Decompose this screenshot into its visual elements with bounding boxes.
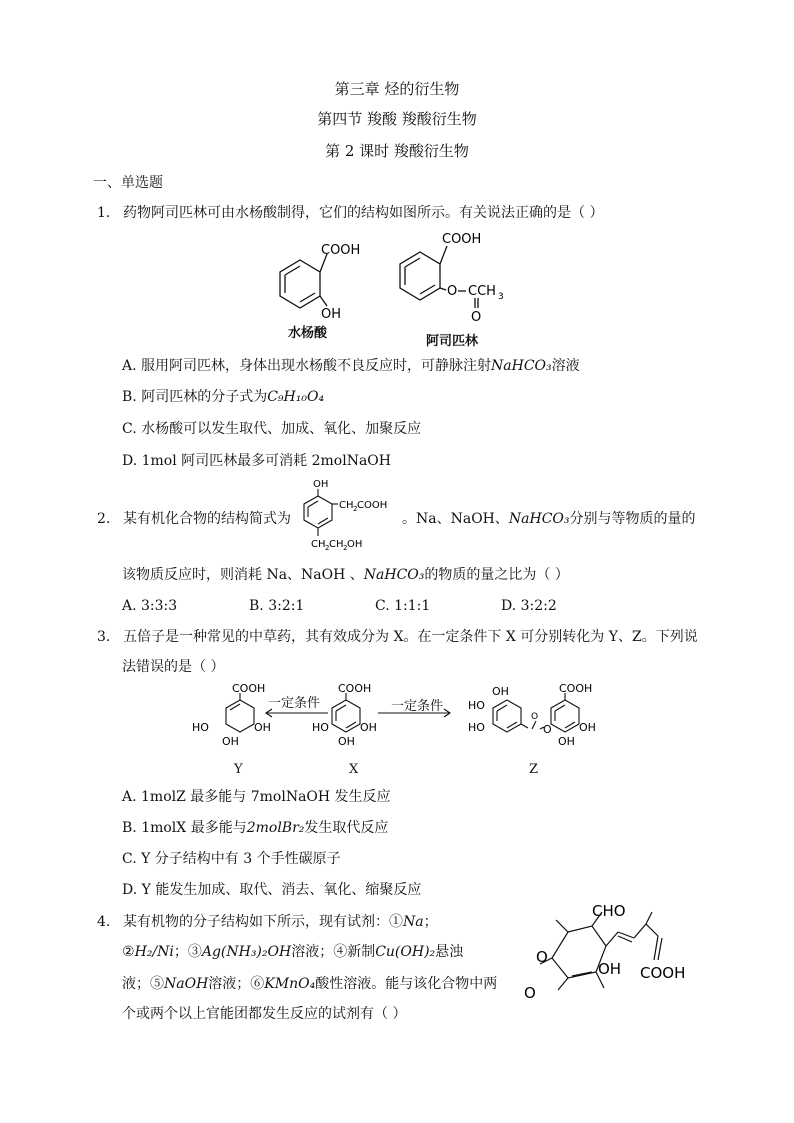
q4-reagent-cuoh2: Cu(OH)₂ — [375, 944, 436, 960]
svg-text:CH: CH — [329, 539, 344, 550]
svg-text:O: O — [471, 310, 482, 325]
q1-option-b-text: B. 阿司匹林的分子式为 — [122, 389, 268, 405]
svg-text:2: 2 — [353, 505, 358, 513]
q2-option-c[interactable]: C. 1:1:1 — [375, 598, 431, 614]
q1-option-a-suffix: 溶液 — [551, 358, 580, 374]
svg-text:O: O — [447, 284, 458, 299]
q2-option-a[interactable]: A. 3:3:3 — [122, 598, 178, 614]
q4-reagent-h2-ni: H₂/Ni — [134, 944, 174, 960]
svg-text:O: O — [531, 712, 539, 722]
q4-line3-a: 液；⑤ — [122, 976, 164, 992]
q4-line4: 个或两个以上官能团都发生反应的试剂有（ ） — [122, 1006, 407, 1022]
svg-text:2: 2 — [325, 544, 330, 552]
q4-line2-b: ；③ — [173, 944, 202, 960]
part-heading: 一、单选题 — [93, 175, 163, 191]
svg-text:CH: CH — [311, 539, 326, 550]
q3-option-d[interactable]: D. Y 能发生加成、取代、消去、氧化、缩聚反应 — [122, 882, 422, 898]
q1-option-c[interactable]: C. 水杨酸可以发生取代、加成、氧化、加聚反应 — [122, 421, 422, 437]
svg-text:COOH: COOH — [338, 683, 372, 695]
svg-text:CCH: CCH — [468, 284, 496, 299]
svg-text:COOH: COOH — [321, 243, 361, 258]
q4-reagent-kmno4: KMnO₄ — [264, 976, 316, 992]
q3-option-c[interactable]: C. Y 分子结构中有 3 个手性碳原子 — [122, 851, 341, 867]
svg-text:COOH: COOH — [442, 232, 482, 247]
svg-text:HO: HO — [192, 721, 209, 734]
svg-text:OH: OH — [598, 960, 622, 978]
q2-stem-mid: 。Na、NaOH、 — [402, 511, 509, 527]
salicylic-acid-structure — [265, 232, 375, 322]
q3-arrow-label-right: 一定条件 — [391, 699, 444, 714]
svg-text:OH: OH — [254, 721, 271, 734]
q4-line2-a: ② — [122, 944, 135, 960]
q3-number: 3. — [97, 629, 111, 645]
q3-option-b-formula: 2molBr₂ — [246, 820, 305, 836]
q4-line1 — [123, 912, 438, 932]
q1-option-a-formula: NaHCO₃ — [491, 358, 552, 374]
q2-stem-formula: NaHCO₃ — [508, 511, 570, 527]
svg-text:OH: OH — [338, 735, 355, 748]
q1-option-d[interactable]: D. 1mol 阿司匹林最多可消耗 2molNaOH — [122, 453, 391, 469]
q4-line3 — [122, 974, 497, 994]
svg-text:OH: OH — [558, 735, 575, 748]
q2-line2-suffix: 的物质的量之比为（ ） — [424, 567, 569, 583]
q2-stem-prefix: 某有机化合物的结构简式为 — [123, 511, 291, 527]
q2-option-b[interactable]: B. 3:2:1 — [249, 598, 305, 614]
chapter-title: 第三章 烃的衍生物 — [334, 80, 460, 98]
q2-number: 2. — [97, 511, 111, 527]
q2-compound-structure — [296, 478, 404, 556]
q2-option-d[interactable]: D. 3:2:2 — [501, 598, 557, 614]
q2-stem-post: 分别与等物质的量的 — [569, 511, 696, 527]
aspirin-label: 阿司匹林 — [426, 334, 479, 349]
svg-text:CHO: CHO — [592, 902, 626, 920]
section-title: 第四节 羧酸 羧酸衍生物 — [317, 110, 477, 128]
q3-option-a[interactable]: A. 1molZ 最多能与 7molNaOH 发生反应 — [122, 789, 391, 805]
q1-option-a-text: A. 服用阿司匹林，身体出现水杨酸不良反应时，可静脉注射 — [122, 358, 492, 374]
q2-line2-formula: NaHCO₃ — [363, 567, 425, 583]
q2-stem-rest — [402, 509, 696, 529]
svg-text:COOH: COOH — [232, 683, 266, 695]
q4-compound-structure — [522, 898, 702, 1008]
svg-text:OH: OH — [360, 721, 377, 734]
q4-reagent-na: Na — [403, 914, 424, 930]
svg-text:O: O — [543, 723, 552, 736]
q2-stem-line2 — [122, 565, 569, 585]
svg-text:CH: CH — [339, 500, 354, 511]
svg-text:OH: OH — [492, 685, 509, 698]
q3-stem-line2: 法错误的是（ ） — [122, 659, 225, 675]
q4-line2 — [122, 942, 463, 962]
svg-text:OH: OH — [222, 735, 239, 748]
q3-option-b-text: B. 1molX 最多能与 — [122, 820, 247, 836]
q4-line2-c: 溶液；④新制 — [291, 944, 376, 960]
svg-text:OH: OH — [579, 721, 596, 734]
q4-number: 4. — [97, 914, 111, 930]
compound-x-label: X — [349, 762, 359, 777]
aspirin-structure — [392, 228, 522, 328]
q1-option-b-formula: C₉H₁₀O₄ — [267, 389, 325, 405]
q3-option-b[interactable] — [122, 818, 388, 838]
svg-text:O: O — [536, 948, 548, 966]
q4-line3-c: 酸性溶液。能与该化合物中两 — [315, 976, 498, 992]
svg-text:COOH: COOH — [559, 683, 593, 695]
svg-text:O: O — [524, 984, 536, 1002]
q1-number: 1. — [97, 205, 111, 221]
q4-reagent-naoh: NaOH — [164, 976, 209, 992]
compound-y-label: Y — [234, 762, 243, 777]
q3-reaction-scheme — [188, 683, 608, 759]
q1-option-b[interactable] — [122, 387, 324, 407]
svg-text:2: 2 — [343, 544, 348, 552]
q1-stem: 药物阿司匹林可由水杨酸制得，它们的结构如图所示。有关说法正确的是（ ） — [123, 205, 604, 221]
compound-z-label: Z — [529, 762, 539, 777]
svg-text:HO: HO — [468, 699, 485, 712]
svg-text:OH: OH — [347, 539, 363, 550]
q4-line2-d: 悬浊 — [435, 944, 464, 960]
svg-text:3: 3 — [498, 292, 504, 302]
q4-line1-suffix: ； — [423, 914, 438, 930]
q3-arrow-label-left: 一定条件 — [268, 696, 321, 711]
q4-line1-text: 某有机物的分子结构如下所示，现有试剂：① — [123, 914, 403, 930]
q3-stem-line1: 五倍子是一种常见的中草药，其有效成分为 X。在一定条件下 X 可分别转化为 Y、Z。下列说 — [123, 629, 698, 645]
svg-text:OH: OH — [321, 307, 342, 322]
svg-text:HO: HO — [312, 721, 329, 734]
svg-text:OH: OH — [313, 479, 329, 490]
svg-text:COOH: COOH — [357, 500, 388, 511]
q1-option-a[interactable] — [122, 356, 580, 376]
svg-text:HO: HO — [468, 721, 485, 734]
q2-line2-prefix: 该物质反应时，则消耗 Na、NaOH 、 — [122, 567, 364, 583]
q3-option-b-suffix: 发生取代反应 — [304, 820, 389, 836]
q4-reagent-tollens: Ag(NH₃)₂OH — [201, 944, 292, 960]
salicylic-acid-label: 水杨酸 — [288, 326, 328, 341]
q4-line3-b: 溶液；⑥ — [208, 976, 265, 992]
lesson-title: 第 2 课时 羧酸衍生物 — [325, 142, 469, 160]
svg-text:COOH: COOH — [640, 964, 686, 982]
